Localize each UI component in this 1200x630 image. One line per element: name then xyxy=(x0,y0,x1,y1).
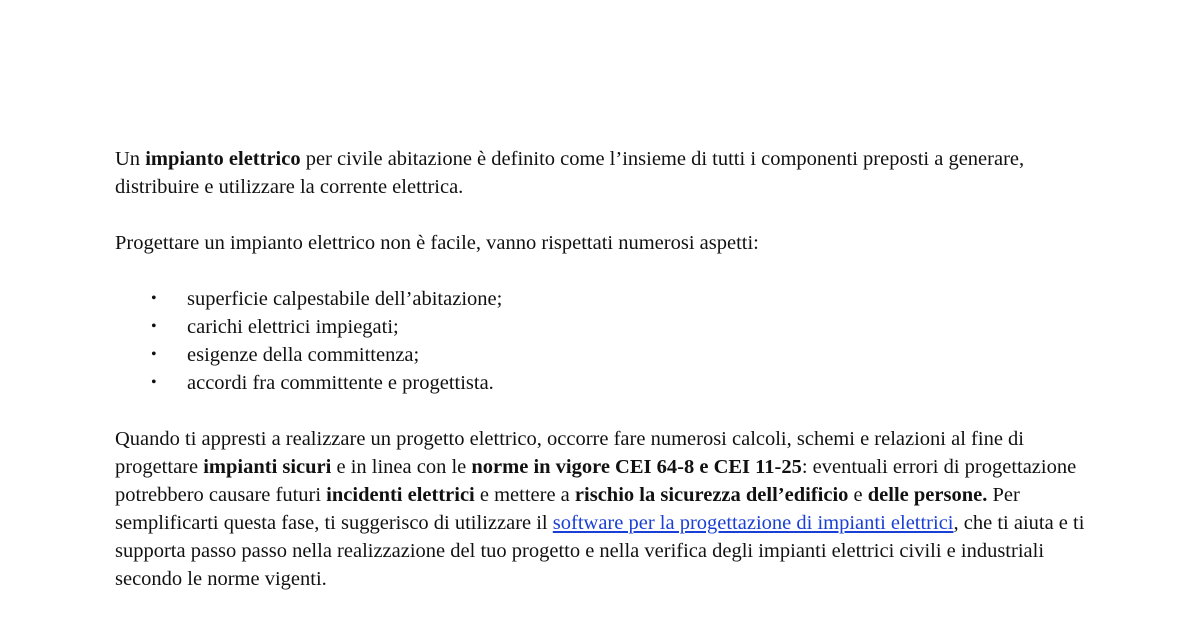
aspects-list xyxy=(115,285,1100,397)
bold-people: delle persone. xyxy=(867,484,988,506)
design-text-4: e mettere a xyxy=(474,484,575,506)
bullet-icon: • xyxy=(151,374,157,391)
list-item-text: esigenze della committenza; xyxy=(187,344,420,366)
intro-paragraph xyxy=(115,145,1100,201)
bold-standards: norme in vigore CEI 64-8 e CEI 11-25 xyxy=(471,456,802,478)
design-text-6: Per semplificarti questa fase, ti suggerisco di utilizzare il xyxy=(115,484,1020,534)
bold-incidents: incidenti elettrici xyxy=(326,484,475,506)
design-text-7: , che ti aiuta e ti supporta passo passo nella realizzazione del tuo progetto e nella verifica degli impianti elettrici civili e industriali secondo le norme vigenti. xyxy=(115,512,1085,590)
list-item-text: superficie calpestabile dell’abitazione; xyxy=(187,288,503,310)
design-text-2: e in linea con le xyxy=(331,456,472,478)
list-item xyxy=(115,341,1100,369)
aspects-intro-paragraph: Progettare un impianto elettrico non è facile, vanno rispettati numerosi aspetti: xyxy=(115,232,759,254)
bold-safe-systems: impianti sicuri xyxy=(203,456,332,478)
list-item-text: accordi fra committente e progettista. xyxy=(187,372,494,394)
list-item xyxy=(115,313,1100,341)
bullet-icon: • xyxy=(151,290,157,307)
document-page xyxy=(115,145,1100,593)
bullet-icon: • xyxy=(151,346,157,363)
list-item xyxy=(115,369,1100,397)
list-item-text: carichi elettrici impiegati; xyxy=(187,316,399,338)
bold-building-safety: rischio la sicurezza dell’edificio xyxy=(574,484,849,506)
intro-text-2: per civile abitazione è definito come l’insieme di tutti i componenti preposti a generare, distribuire e utilizzare la corrente elettrica. xyxy=(115,148,1025,198)
list-item xyxy=(115,285,1100,313)
bullet-icon: • xyxy=(151,318,157,335)
design-text-1: Quando ti appresti a realizzare un progetto elettrico, occorre fare numerosi calcoli, schemi e relazioni al fine di progettare xyxy=(115,428,1024,478)
design-text-3: : eventuali errori di progettazione potrebbero causare futuri xyxy=(115,456,1077,506)
intro-bold-term: impianto elettrico xyxy=(145,148,301,170)
software-link[interactable]: software per la progettazione di impianti elettrici xyxy=(552,512,954,534)
design-text-5: e xyxy=(848,484,868,506)
design-paragraph xyxy=(115,425,1100,593)
intro-text-1: Un xyxy=(115,148,146,170)
